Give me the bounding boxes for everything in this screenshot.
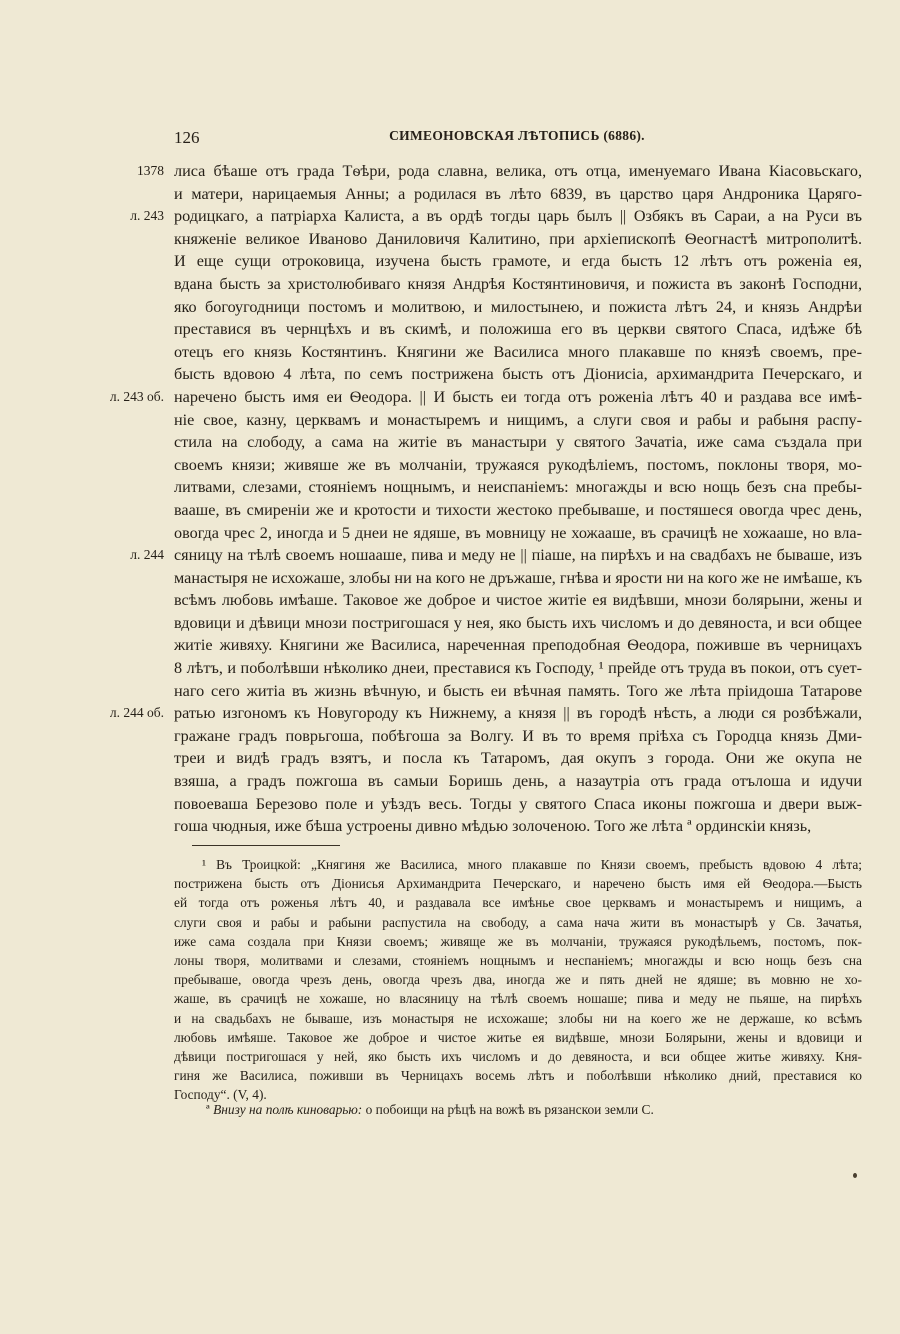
text-line xyxy=(0,160,900,183)
text-line xyxy=(0,205,900,228)
footnote-line-text: дѣвици постригошася у ней, яко бысть ихъ числомъ и до девяноста, и вси общее житье живяху. Кня- xyxy=(174,1048,862,1064)
margin-note: л. 243 xyxy=(130,208,164,224)
text-line xyxy=(0,612,900,635)
line-text: всѣмъ любовь имѣаше. Таковое же доброе и чистое житiе ея видѣвши, мнози болярыни, жены и xyxy=(174,591,862,610)
line-text: овогда чрес 2, иногда и 5 днеи не ядяше, въ мовницу не хожааше, въ срачицѣ не хожааше, но вла- xyxy=(174,523,862,542)
text-line xyxy=(0,341,900,364)
line-text: лиса бѣаше отъ града Тѳѣри, рода славна, велика, отъ отца, именуемаго Ивана Кiасовьскаго, xyxy=(174,162,862,180)
footnote-line xyxy=(0,893,900,912)
text-line xyxy=(0,183,900,206)
footnote-a-mark: ª xyxy=(206,1102,210,1117)
line-text: вдана бысть за христолюбиваго князя Андрѣя Костянтиновичя, и пожиста въ законѣ Господни, xyxy=(174,274,862,293)
footnote-line xyxy=(0,951,900,970)
text-line xyxy=(0,657,900,680)
chronicle-body-text xyxy=(0,160,900,838)
line-text: нiе свое, казну, церквамъ и монастыремъ и нищимъ, а слуги своя и рабы и рабыня распу- xyxy=(174,410,862,429)
footnote-line-text: иже сама создала при Князи своемъ; живяще же въ молчанiи, тружаяся рукодѣльемъ, постомъ, пок- xyxy=(174,933,862,949)
text-line xyxy=(0,296,900,319)
text-line xyxy=(0,589,900,612)
footnote-line xyxy=(0,1066,900,1085)
footnote-a-italic: Внизу на полѣ киноварью: xyxy=(213,1102,363,1117)
text-line xyxy=(0,409,900,432)
line-text: манастыря не исхожаше, злобы ни на кого не дръжаше, гнѣва и ярости ни на кого же не имѣаше, къ xyxy=(174,568,862,587)
margin-note: л. 244 xyxy=(130,547,164,563)
line-text: княженiе великое Иваново Даниловичя Калитино, при архiепископѣ Ѳеогнастѣ митрополитѣ. xyxy=(174,229,862,248)
line-text: ратью изгономъ къ Новугороду къ Нижнему, а князя || въ городѣ нѣсть, а люди ся розбѣжали, xyxy=(174,704,862,723)
line-text: 8 лѣтъ, и поболѣвши нѣколико днеи, преставися къ Господу, ¹ прейде отъ труда въ покои, отъ сует- xyxy=(174,659,862,678)
line-text: И еще сущи отроковица, изучена бысть грамоте, и егда бысть 12 лѣтъ отъ роженiа ея, xyxy=(174,252,862,271)
margin-note: 1378 xyxy=(137,163,164,178)
text-line xyxy=(0,747,900,770)
footnote-a-text: о побоищи на рѣцѣ на вожѣ въ рязанскои земли С. xyxy=(362,1102,654,1117)
text-line xyxy=(0,431,900,454)
line-text: литвами, слезами, стоянiемъ нощнымъ, и неиспанiемъ: многажды и всю нощь безъ сна пребы- xyxy=(174,478,862,497)
footnote-line-text: гиня же Василиса, поживши въ Черницахъ восемь лѣтъ и поболѣвши нѣколико дний, преставися ко xyxy=(174,1068,862,1084)
footnote-troitskaya xyxy=(0,855,900,1104)
footnote-line xyxy=(0,913,900,932)
text-line xyxy=(0,544,900,567)
line-text: гражане градъ поврьгоша, побѣгоша за Волгу. И въ то время прiѣха съ Городца князь Дми- xyxy=(174,726,862,745)
footnote-divider xyxy=(192,845,340,846)
page-number: 126 xyxy=(174,128,200,147)
ink-speck xyxy=(853,1173,857,1178)
line-text: преставися въ чернцѣхъ и въ скимѣ, и положиша его въ церкви святого Спаса, идѣже бѣ xyxy=(174,320,862,339)
line-text: вааше, въ смиренiи же и кротости и тихости жестоко пребываше, и постяшеся овогда чрес день, xyxy=(174,500,862,519)
footnote-line xyxy=(0,1028,900,1047)
line-text: взяша, а градъ пожгоша въ самыи Боришь день, а назаутрiа отъ града отълоша и идучи xyxy=(174,772,862,791)
footnote-line xyxy=(0,855,900,874)
footnote-line xyxy=(0,989,900,1008)
line-text: гоша чюдныя, иже бѣша устроены дивно мѣдью золоченою. Того же лѣта ª ординскiи князь, xyxy=(174,817,812,836)
footnote-line-text: лоны творя, молитвами и слезами, стоянiемъ нощнымъ и неспанiемъ; многажды и всю нощь безъ сна xyxy=(174,952,862,968)
text-line xyxy=(0,454,900,477)
footnote-line-text: жаше, въ срачицѣ не хожаше, но власяницу на тѣлѣ своемъ ношаше; пива и меду не пьяше, на пирѣхъ xyxy=(174,991,862,1007)
text-line xyxy=(0,634,900,657)
margin-note: л. 243 об. xyxy=(109,388,164,404)
line-text: повоеваша Березово поле и уѣздъ весь. Тогды у святого Спаса иконы пожгоша и двери выж- xyxy=(174,794,862,813)
footnote-line xyxy=(0,1047,900,1066)
running-title: СИМЕОНОВСКАЯ ЛѢТОПИСЬ (6886). xyxy=(389,128,645,143)
footnote-line xyxy=(0,1009,900,1028)
text-line xyxy=(0,567,900,590)
text-line xyxy=(0,702,900,725)
line-text: родицкаго, а патрiарха Калиста, а въ ордѣ тогды царь былъ || Озбякъ въ Сараи, а на Руси въ xyxy=(174,207,862,226)
line-text: наречено бысть имя еи Ѳеодора. || И бысть еи тогда отъ роженiа лѣтъ 40 и раздава все имѣ- xyxy=(174,387,862,406)
page-header xyxy=(174,128,860,152)
line-text: треи и видѣ градъ взятъ, и посла къ Татаромъ, дая окупъ з города. Они же окупа не xyxy=(174,749,862,768)
text-line xyxy=(0,725,900,748)
line-text: сяницу на тѣлѣ своемъ ношааше, пива и меду не || пiаше, на пирѣхъ и на свадбахъ не бываше, изъ xyxy=(174,546,862,565)
text-line xyxy=(0,770,900,793)
line-text: наго сего житiа въ жизнь вѣчную, и бысть еи вѣчная память. Того же лѣта прiидоша Татарове xyxy=(174,681,862,700)
footnote-line-text: Господу“. (V, 4). xyxy=(174,1087,267,1103)
footnote-line-text: ¹ Въ Троицкой: „Княгиня же Василиса, много плакавше по Князи своемъ, пребысть вдовою 4 лѣта; xyxy=(202,857,862,872)
line-text: вдовици и дѣвици мнози постригошася у нея, яко бысть ихъ числомъ и до девяноста, и вси общее xyxy=(174,613,862,632)
footnote-a xyxy=(206,1100,862,1119)
text-line xyxy=(0,363,900,386)
text-line xyxy=(0,815,900,838)
line-text: и матери, нарицаемыя Анны; а родилася въ лѣто 6839, въ царство царя Андроника Царяго- xyxy=(174,184,862,203)
line-text: своемъ князи; живяше же въ молчанiи, тружаяся рукодѣлiемъ, постомъ, поклоны творя, мо- xyxy=(174,455,862,474)
line-text: житiе живяху. Княгини же Василиса, нареченная преподобная Ѳеодора, поживше въ черницахъ xyxy=(174,636,862,655)
line-text: стила на слободу, а сама на житiе въ манастыри у святого Зачатiа, иже сама създала при xyxy=(174,433,862,452)
text-line xyxy=(0,386,900,409)
line-text: отецъ его князь Костянтинъ. Княгини же Василиса много плакавше по князѣ своемъ, пре- xyxy=(174,342,862,361)
margin-note: л. 244 об. xyxy=(109,705,164,721)
footnote-line xyxy=(0,970,900,989)
text-line xyxy=(0,318,900,341)
text-line xyxy=(0,522,900,545)
text-line xyxy=(0,793,900,816)
footnote-line-text: и на свадьбахъ не бываше, изъ монастыря не исхожаше; злобы ни на коего же не держаше, ко всѣмъ xyxy=(174,1010,862,1026)
text-line xyxy=(0,680,900,703)
footnote-line-text: любовь имѣяше. Таковое же доброе и чистое житье ея видѣвше, мнози Болярыни, жены и вдовици и xyxy=(174,1029,862,1045)
line-text: бысть вдовою 4 лѣта, по семъ пострижена бысть отъ Дiонисiа, архимандрита Печерскаго, и xyxy=(174,365,862,384)
footnote-line-text: ей тогда отъ роженья лѣтъ 40, и раздавала все имѣнье свое церквамъ и монастыремъ и нищимъ, а xyxy=(174,895,862,911)
text-line xyxy=(0,499,900,522)
text-line xyxy=(0,476,900,499)
footnote-line xyxy=(0,874,900,893)
text-line xyxy=(0,273,900,296)
text-line xyxy=(0,228,900,251)
footnote-line-text: пострижена бысть отъ Дiонисья Архимандрита Печерскаго, и наречено бысть имя ей Ѳеодора.—Бысть xyxy=(174,876,862,892)
line-text: яко богоугодници постомъ и молитвою, и милостынею, и пожиста лѣтъ 24, и князь Андрѣи xyxy=(174,297,862,316)
text-line xyxy=(0,250,900,273)
footnote-line-text: пребываше, овогда чрезъ день, овогда чрезъ два, иногда же и пять дней не ядяше; въ мовню не хо- xyxy=(174,972,862,988)
footnote-line xyxy=(0,932,900,951)
footnote-line-text: слуги своя и рабы и рабыни распустила на свободу, а сама нача жити въ монастырѣ у Св. Зачатья, xyxy=(174,914,862,930)
